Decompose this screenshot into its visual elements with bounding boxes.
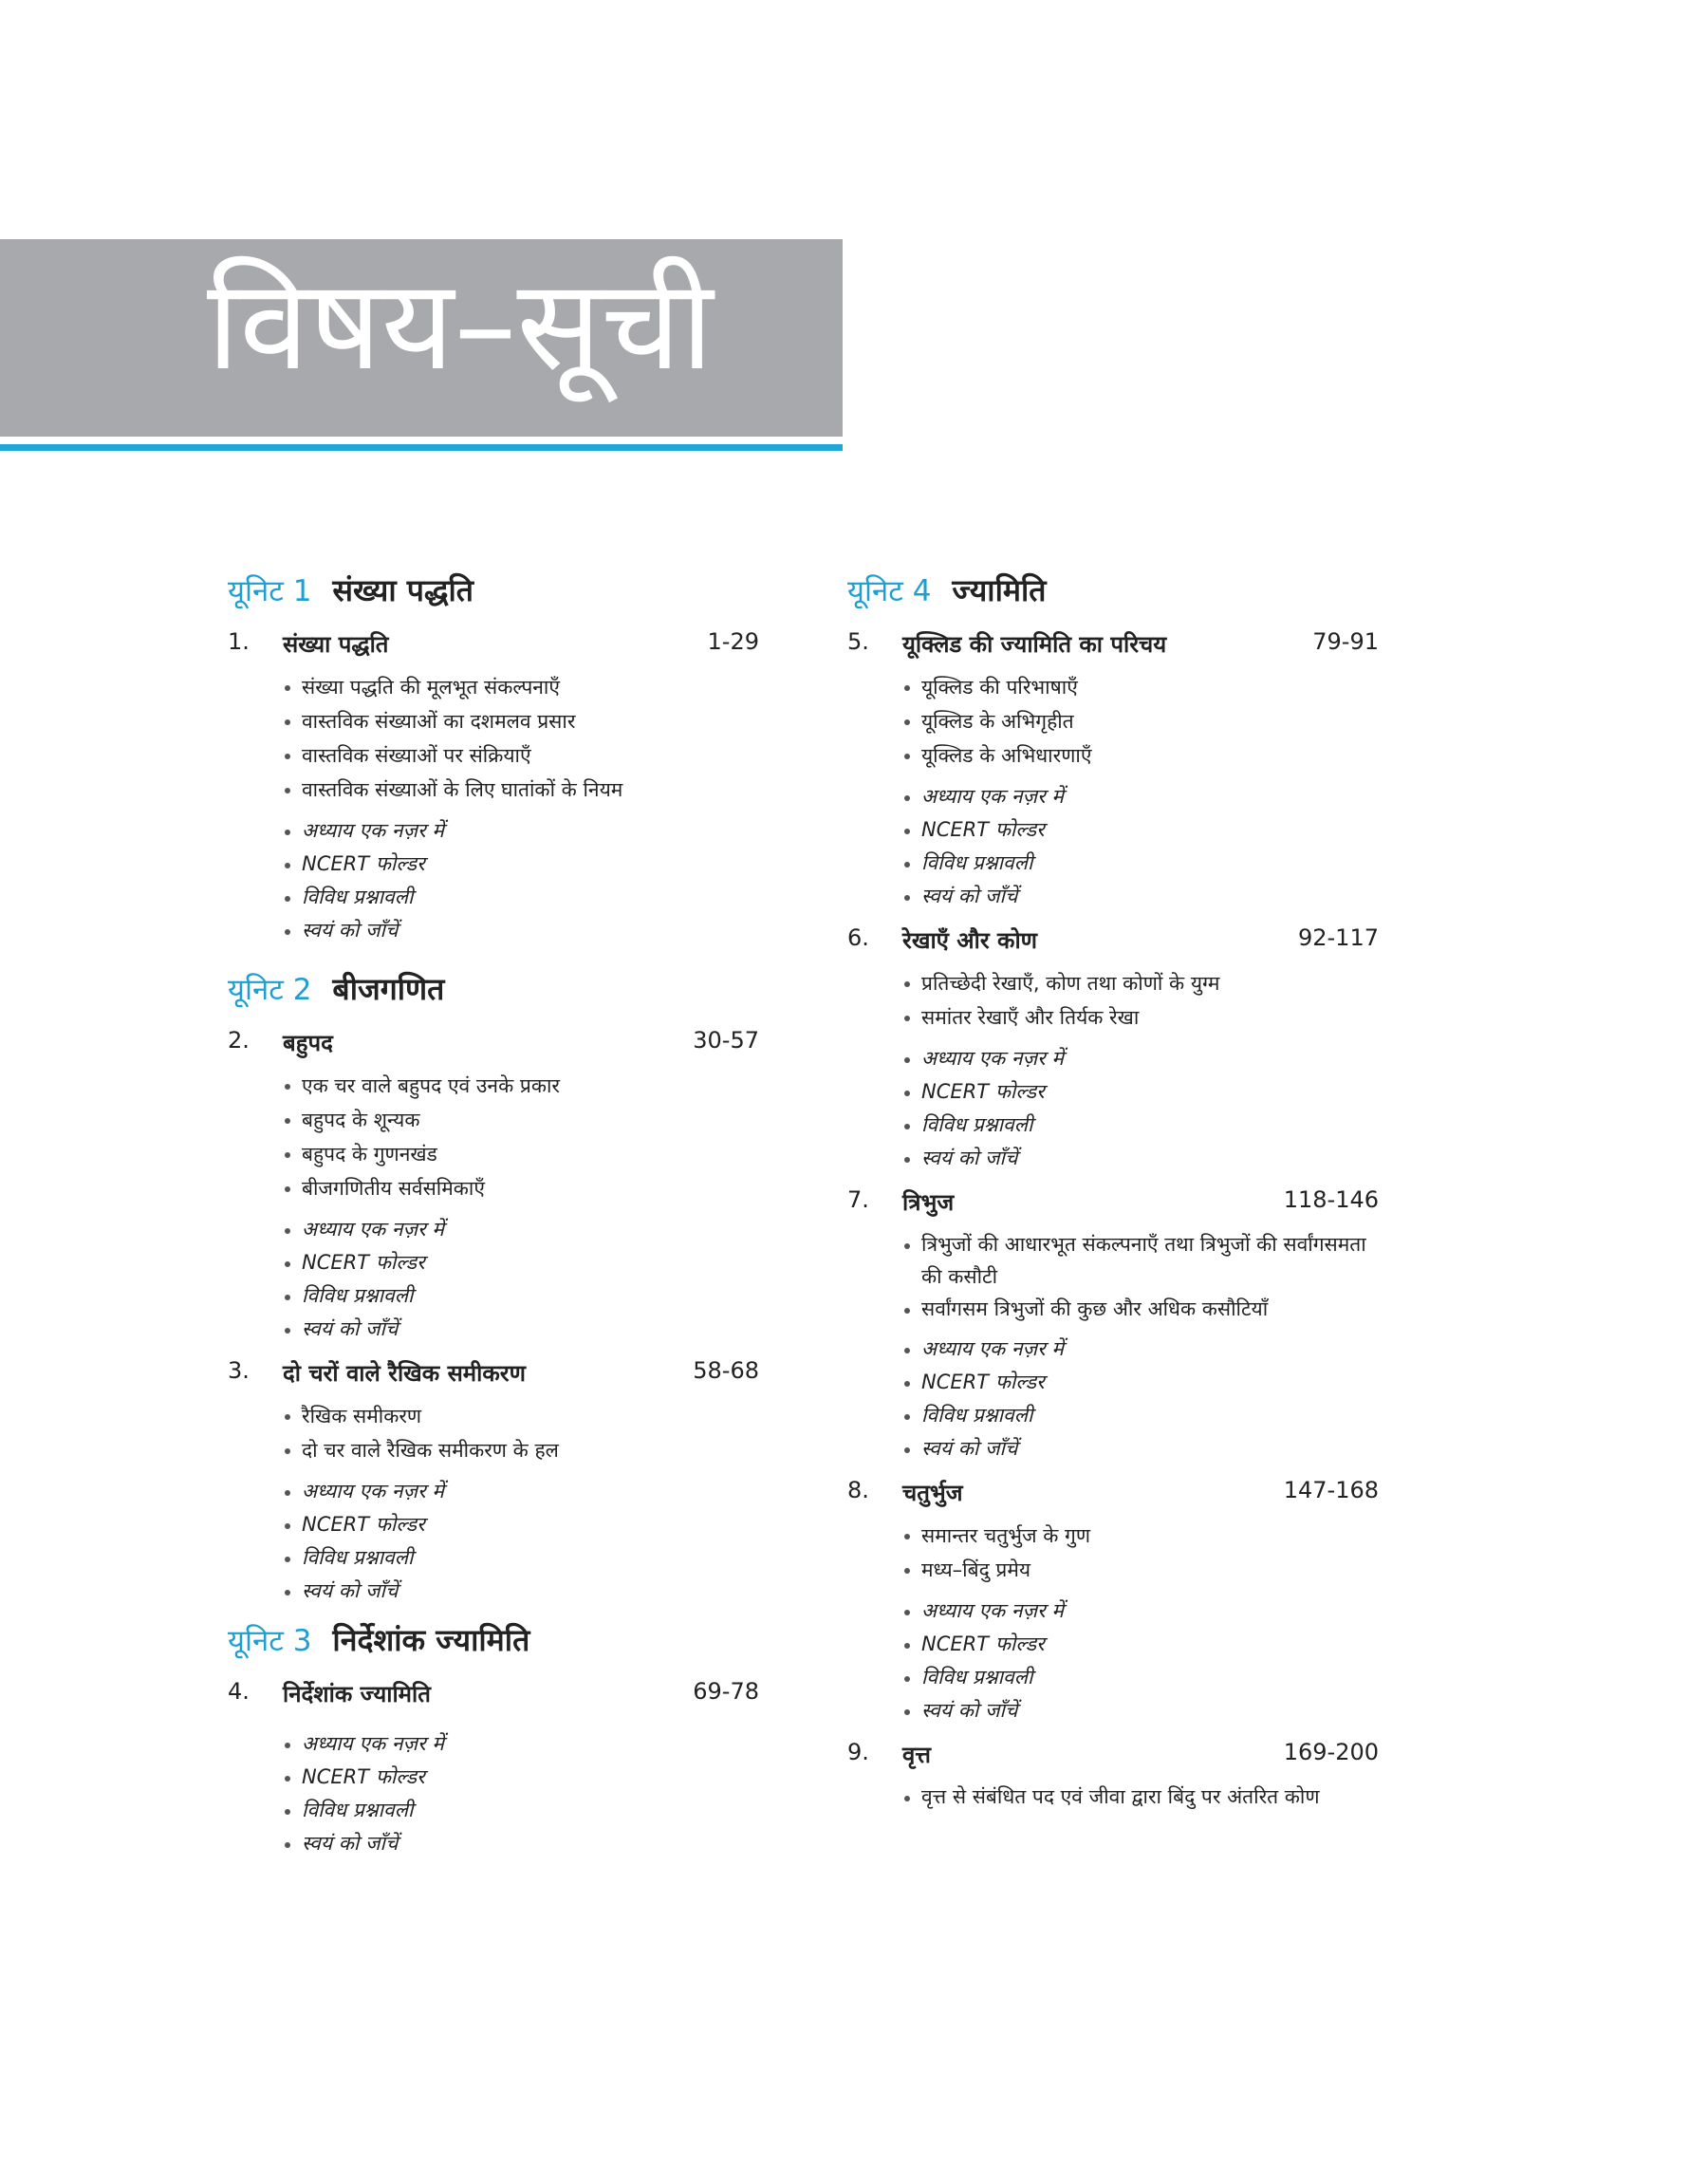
topic-item: एक चर वाले बहुपद एवं उनके प्रकार	[283, 1069, 759, 1103]
review-item: विविध प्रश्नावली	[902, 1399, 1379, 1432]
topic-item: रैखिक समीकरण	[283, 1399, 759, 1433]
review-item: अध्याय एक नज़र में	[283, 1475, 759, 1508]
review-item: अध्याय एक नज़र में	[283, 1213, 759, 1246]
review-list	[228, 1475, 759, 1608]
chapter-row[interactable]	[847, 924, 1379, 966]
topic-list	[847, 1519, 1379, 1587]
topic-item: संख्या पद्धति की मूलभूत संकल्पनाएँ	[283, 670, 759, 704]
topic-item: प्रतिच्छेदी रेखाएँ, कोण तथा कोणों के युग्म	[902, 966, 1379, 1000]
review-item: NCERT फोल्डर	[902, 1628, 1379, 1661]
chapter-pages: 1-29	[707, 628, 759, 655]
unit-label: यूनिट 4	[847, 574, 932, 608]
review-item: NCERT फोल्डर	[283, 1761, 759, 1794]
chapter-pages: 79-91	[1312, 628, 1379, 655]
topic-list	[228, 670, 759, 807]
chapter-row[interactable]	[847, 1739, 1379, 1781]
unit-name: ज्यामिति	[952, 572, 1047, 608]
topic-list	[228, 1069, 759, 1205]
unit-label: यूनिट 1	[228, 574, 312, 608]
topic-item: वास्तविक संख्याओं पर संक्रियाएँ	[283, 738, 759, 773]
review-item: अध्याय एक नज़र में	[902, 1042, 1379, 1075]
topic-item: यूक्लिड की परिभाषाएँ	[902, 670, 1379, 704]
topic-item: समांतर रेखाएँ और तिर्यक रेखा	[902, 1000, 1379, 1035]
review-item: स्वयं को जाँचें	[283, 914, 759, 947]
review-item: स्वयं को जाँचें	[283, 1575, 759, 1608]
review-item: NCERT फोल्डर	[283, 848, 759, 881]
topic-list	[847, 1781, 1379, 1813]
review-list	[847, 1042, 1379, 1175]
review-item: विविध प्रश्नावली	[283, 1279, 759, 1313]
chapter-title[interactable]: निर्देशांक ज्यामिति	[283, 1681, 431, 1707]
review-item: अध्याय एक नज़र में	[902, 780, 1379, 813]
title-underline	[0, 444, 843, 451]
chapter-pages: 69-78	[693, 1678, 759, 1705]
topic-item: समान्तर चतुर्भुज के गुण	[902, 1519, 1379, 1553]
topic-item: बहुपद के शून्यक	[283, 1103, 759, 1137]
review-item: NCERT फोल्डर	[902, 1075, 1379, 1109]
topic-list	[228, 1399, 759, 1467]
chapter-row[interactable]	[847, 1477, 1379, 1519]
chapter-number: 9.	[847, 1739, 869, 1765]
topic-item: त्रिभुजों की आधारभूत संकल्पनाएँ तथा त्रिभुजों की सर्वांगसमता की कसौटी	[902, 1228, 1379, 1293]
chapter-title[interactable]: दो चरों वाले रैखिक समीकरण	[283, 1360, 526, 1387]
topic-item: वास्तविक संख्याओं के लिए घातांकों के नियम	[283, 773, 759, 807]
chapter-row[interactable]	[228, 628, 759, 670]
review-list	[228, 1213, 759, 1346]
chapter-pages: 92-117	[1297, 924, 1379, 951]
review-item: NCERT फोल्डर	[902, 813, 1379, 847]
unit-heading	[228, 569, 759, 628]
page-title: विषय–सूची	[207, 252, 714, 399]
topic-item: वास्तविक संख्याओं का दशमलव प्रसार	[283, 704, 759, 738]
chapter-title[interactable]: चतुर्भुज	[902, 1480, 963, 1506]
chapter-number: 3.	[228, 1357, 250, 1384]
chapter-row[interactable]	[228, 1678, 759, 1720]
topic-item: यूक्लिड के अभिधारणाएँ	[902, 738, 1379, 773]
topic-item: दो चर वाले रैखिक समीकरण के हल	[283, 1433, 759, 1467]
unit-label: यूनिट 2	[228, 973, 312, 1007]
review-item: विविध प्रश्नावली	[283, 1794, 759, 1827]
topic-list	[847, 1228, 1379, 1325]
topic-item: बीजगणितीय सर्वसमिकाएँ	[283, 1171, 759, 1205]
topic-item: यूक्लिड के अभिगृहीत	[902, 704, 1379, 738]
chapter-number: 5.	[847, 628, 869, 655]
chapter-number: 7.	[847, 1186, 869, 1213]
topic-item: वृत्त से संबंधित पद एवं जीवा द्वारा बिंदु पर अंतरित कोण	[902, 1781, 1379, 1813]
chapter-row[interactable]	[847, 1186, 1379, 1228]
review-list	[228, 1727, 759, 1860]
unit-name: निर्देशांक ज्यामिति	[332, 1622, 530, 1658]
review-item: स्वयं को जाँचें	[283, 1827, 759, 1860]
review-item: NCERT फोल्डर	[283, 1246, 759, 1279]
chapter-pages: 30-57	[693, 1027, 759, 1054]
chapter-number: 8.	[847, 1477, 869, 1503]
topic-list	[847, 670, 1379, 773]
review-item: विविध प्रश्नावली	[902, 1109, 1379, 1142]
unit-heading	[228, 968, 759, 1027]
review-item: स्वयं को जाँचें	[902, 880, 1379, 913]
chapter-title[interactable]: वृत्त	[902, 1742, 931, 1768]
chapter-row[interactable]	[847, 628, 1379, 670]
chapter-title[interactable]: बहुपद	[283, 1030, 333, 1056]
review-item: स्वयं को जाँचें	[283, 1313, 759, 1346]
topic-list	[847, 966, 1379, 1035]
review-list	[847, 1595, 1379, 1727]
review-list	[228, 814, 759, 947]
chapter-title[interactable]: यूक्लिड की ज्यामिति का परिचय	[902, 631, 1167, 658]
chapter-row[interactable]	[228, 1027, 759, 1069]
topic-item: सर्वांगसम त्रिभुजों की कुछ और अधिक कसौटियाँ	[902, 1293, 1379, 1325]
chapter-title[interactable]: रेखाएँ और कोण	[902, 927, 1038, 954]
review-item: स्वयं को जाँचें	[902, 1142, 1379, 1175]
review-item: अध्याय एक नज़र में	[902, 1333, 1379, 1366]
review-item: विविध प्रश्नावली	[902, 1661, 1379, 1694]
chapter-pages: 118-146	[1283, 1186, 1379, 1213]
review-item: स्वयं को जाँचें	[902, 1694, 1379, 1727]
chapter-pages: 58-68	[693, 1357, 759, 1384]
review-item: अध्याय एक नज़र में	[902, 1595, 1379, 1628]
unit-name: बीजगणित	[332, 971, 445, 1007]
unit-heading	[847, 569, 1379, 628]
chapter-number: 6.	[847, 924, 869, 951]
review-item: स्वयं को जाँचें	[902, 1432, 1379, 1465]
chapter-row[interactable]	[228, 1357, 759, 1399]
chapter-pages: 169-200	[1283, 1739, 1379, 1765]
review-item: NCERT फोल्डर	[902, 1366, 1379, 1399]
review-item: विविध प्रश्नावली	[283, 881, 759, 914]
toc-column-right	[847, 569, 1379, 1813]
review-list	[847, 780, 1379, 913]
topic-item: मध्य–बिंदु प्रमेय	[902, 1553, 1379, 1587]
toc-column-left	[228, 569, 759, 1860]
review-item: विविध प्रश्नावली	[902, 847, 1379, 880]
chapter-number: 2.	[228, 1027, 250, 1054]
review-item: अध्याय एक नज़र में	[283, 1727, 759, 1761]
chapter-number: 1.	[228, 628, 250, 655]
review-item: NCERT फोल्डर	[283, 1508, 759, 1541]
unit-name: संख्या पद्धति	[332, 572, 474, 608]
unit-heading	[228, 1619, 759, 1678]
review-item: विविध प्रश्नावली	[283, 1541, 759, 1575]
review-item: अध्याय एक नज़र में	[283, 814, 759, 848]
topic-item: बहुपद के गुणनखंड	[283, 1137, 759, 1171]
chapter-number: 4.	[228, 1678, 250, 1705]
review-list	[847, 1333, 1379, 1465]
chapter-title[interactable]: संख्या पद्धति	[283, 631, 389, 658]
unit-label: यूनिट 3	[228, 1624, 312, 1658]
chapter-title[interactable]: त्रिभुज	[902, 1189, 955, 1216]
chapter-pages: 147-168	[1283, 1477, 1379, 1503]
